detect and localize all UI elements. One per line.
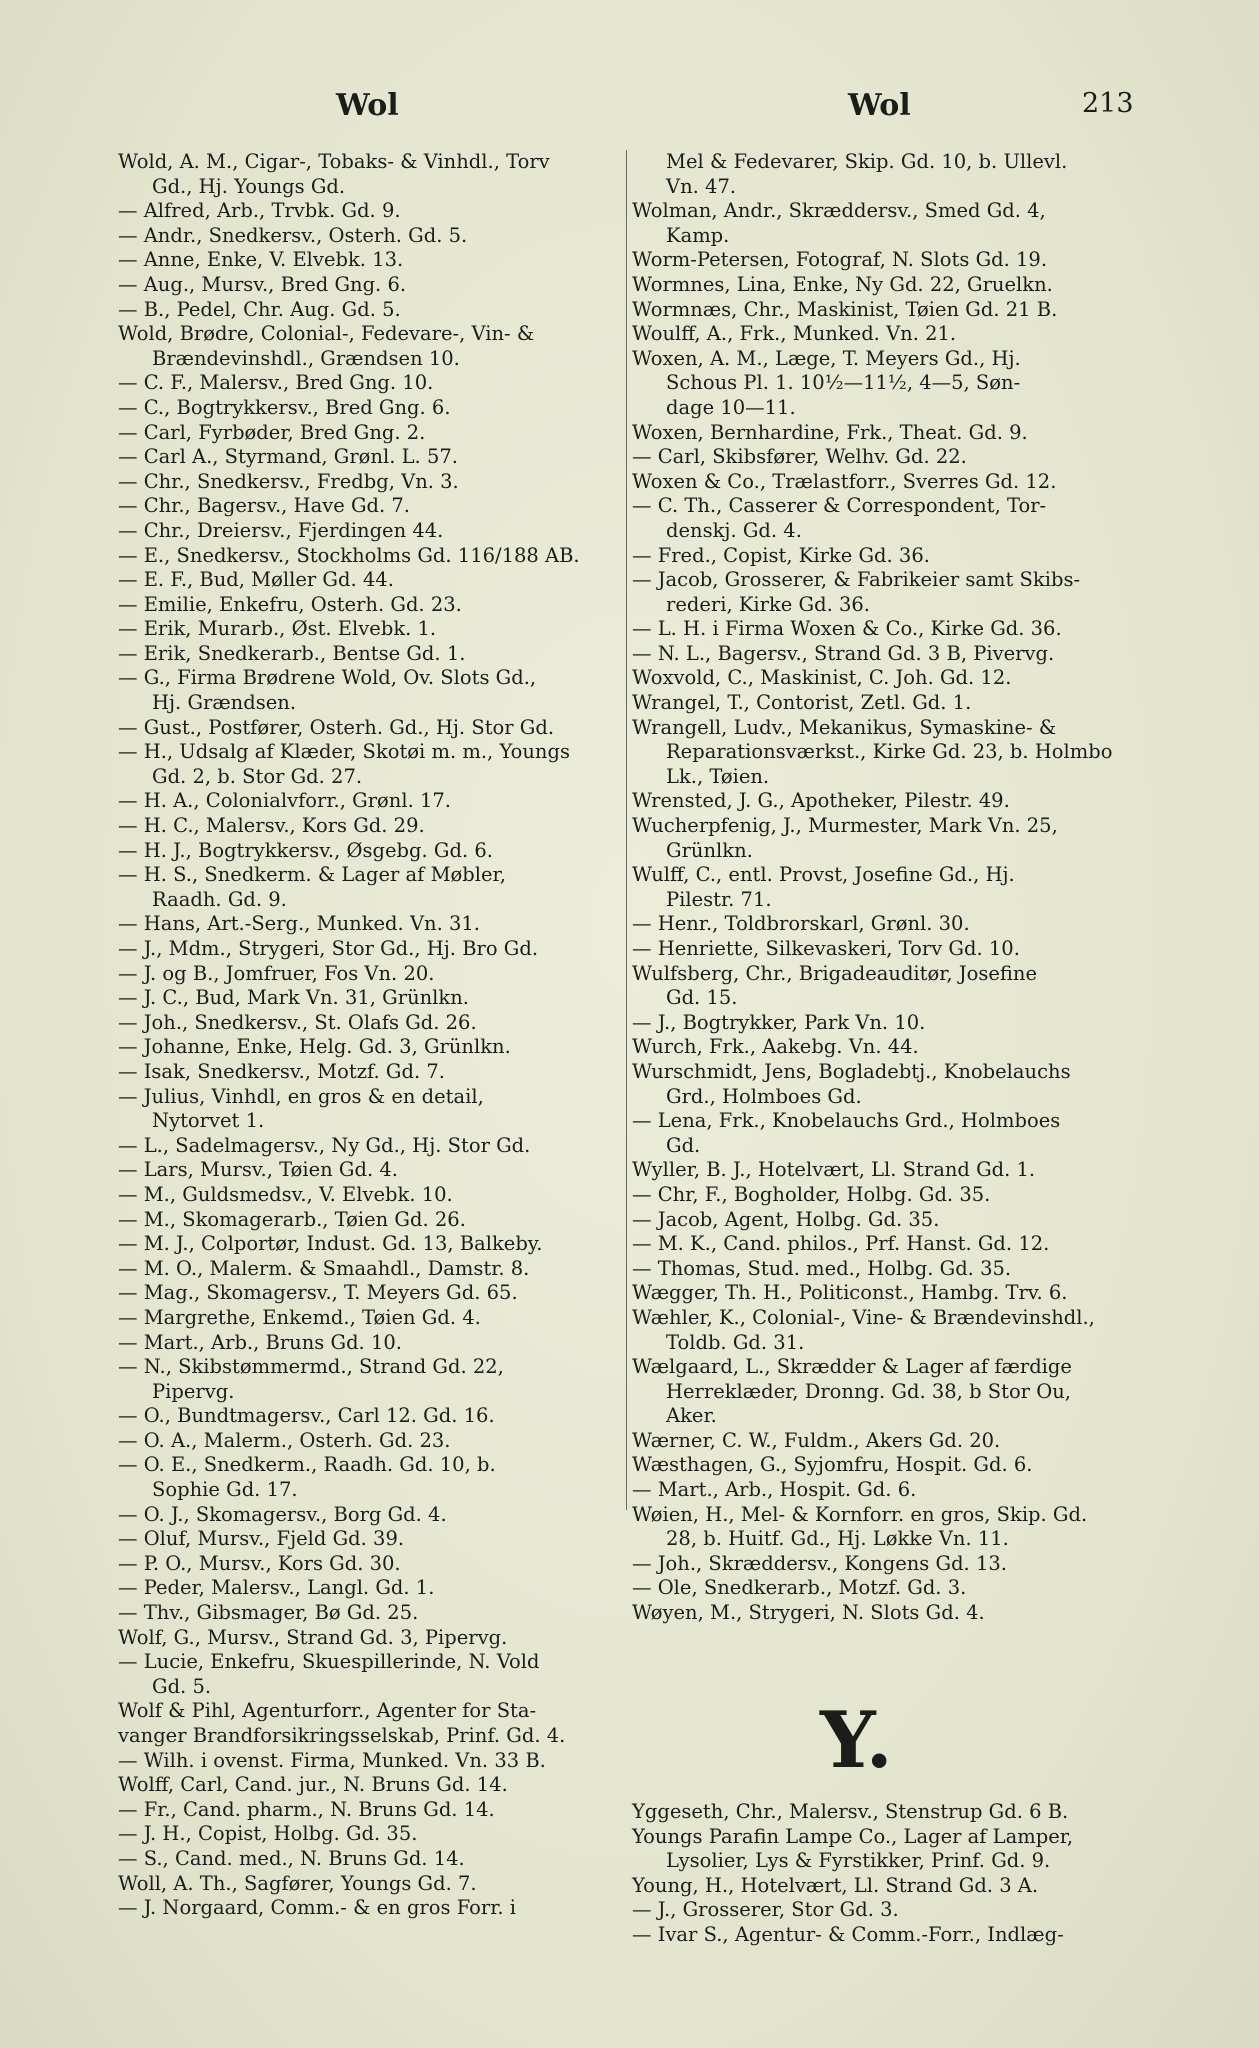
directory-entry-line: — M. O., Malerm. & Smaahdl., Damstr. 8. <box>118 1256 530 1280</box>
directory-entry-line: — Chr., Bagersv., Have Gd. 7. <box>118 494 411 518</box>
directory-entry-line: denskj. Gd. 4. <box>666 518 802 542</box>
directory-entry-line: Gd. 15. <box>666 986 738 1010</box>
directory-entry-line: — Lars, Mursv., Tøien Gd. 4. <box>118 1158 398 1182</box>
directory-entry-line: Aker. <box>666 1404 717 1428</box>
directory-entry-line: Wrensted, J. G., Apotheker, Pilestr. 49. <box>632 789 1010 813</box>
directory-entry-line: — H. C., Malersv., Kors Gd. 29. <box>118 814 425 838</box>
directory-entry-line: — P. O., Mursv., Kors Gd. 30. <box>118 1551 401 1575</box>
directory-entry-line: — H. A., Colonialvforr., Grønl. 17. <box>118 789 451 813</box>
directory-entry-line: — N. L., Bagersv., Strand Gd. 3 B, Pivervg. <box>632 641 1055 665</box>
directory-entry-line: Grd., Holmboes Gd. <box>666 1084 862 1108</box>
directory-entry-line: — Fred., Copist, Kirke Gd. 36. <box>632 543 930 567</box>
directory-entry-line: — C. Th., Casserer & Correspondent, Tor- <box>632 494 1047 518</box>
directory-entry-line: Woll, A. Th., Sagfører, Youngs Gd. 7. <box>118 1871 477 1895</box>
directory-entry-line: Toldb. Gd. 31. <box>666 1330 805 1354</box>
directory-entry-line: Wormnes, Lina, Enke, Ny Gd. 22, Gruelkn. <box>632 272 1053 296</box>
directory-entry-line: — Emilie, Enkefru, Osterh. Gd. 23. <box>118 592 462 616</box>
y-section-column <box>632 1800 1132 1948</box>
directory-entry-line: dage 10—11. <box>666 395 796 419</box>
directory-entry-line: — Joh., Skræddersv., Kongens Gd. 13. <box>632 1551 1007 1575</box>
directory-entry-line: — G., Firma Brødrene Wold, Ov. Slots Gd., <box>118 666 537 690</box>
directory-entry-line: Raadh. Gd. 9. <box>152 887 287 911</box>
directory-entry-line: — J., Grosserer, Stor Gd. 3. <box>632 1898 899 1922</box>
directory-entry-line: — H. S., Snedkerm. & Lager af Møbler, <box>118 863 506 887</box>
directory-entry-line: — M., Guldsmedsv., V. Elvebk. 10. <box>118 1182 453 1206</box>
directory-entry-line: Wyller, B. J., Hotelvært, Ll. Strand Gd. 1. <box>632 1158 1036 1182</box>
directory-entry-line: — Erik, Snedkerarb., Bentse Gd. 1. <box>118 641 466 665</box>
directory-entry-line: — J. og B., Jomfruer, Fos Vn. 20. <box>118 961 435 985</box>
directory-entry-line: — Mart., Arb., Hospit. Gd. 6. <box>632 1478 917 1502</box>
directory-entry-line: Mel & Fedevarer, Skip. Gd. 10, b. Ullevl. <box>666 150 1068 173</box>
directory-entry-line: Young, H., Hotelvært, Ll. Strand Gd. 3 A. <box>632 1873 1039 1897</box>
directory-entry-line: — Henriette, Silkevaskeri, Torv Gd. 10. <box>632 937 1020 960</box>
directory-entry-line: — J., Bogtrykker, Park Vn. 10. <box>632 1010 926 1034</box>
directory-entry-line: Pipervg. <box>152 1379 235 1403</box>
directory-entry-line: Wulfsberg, Chr., Brigadeauditør, Josefine <box>632 961 1038 985</box>
directory-entry-line: — Carl A., Styrmand, Grønl. L. 57. <box>118 445 458 469</box>
directory-entry-line: — H. J., Bogtrykkersv., Øsgebg. Gd. 6. <box>118 838 493 862</box>
directory-entry-line: — J. H., Copist, Holbg. Gd. 35. <box>118 1822 418 1846</box>
directory-entry-line: Brændevinshdl., Grændsen 10. <box>152 346 460 370</box>
directory-entry-line: Woulff, A., Frk., Munked. Vn. 21. <box>632 322 957 346</box>
directory-entry-line: — H., Udsalg af Klæder, Skotøi m. m., Youngs <box>118 740 570 764</box>
directory-entry-line: — Carl, Fyrbøder, Bred Gng. 2. <box>118 420 426 444</box>
directory-entry-line: — Isak, Snedkersv., Motzf. Gd. 7. <box>118 1059 445 1083</box>
directory-entry-line: — Mart., Arb., Bruns Gd. 10. <box>118 1330 402 1354</box>
directory-entry-line: — Ivar S., Agentur- & Comm.-Forr., Indlæg- <box>632 1922 1064 1946</box>
directory-entry-line: Pilestr. 71. <box>666 887 772 911</box>
directory-entry-line: — M. J., Colportør, Indust. Gd. 13, Balkeby. <box>118 1232 543 1256</box>
directory-entry-line: Wrangel, T., Contorist, Zetl. Gd. 1. <box>632 691 972 715</box>
directory-entry-line: — Chr., Snedkersv., Fredbg, Vn. 3. <box>118 469 459 493</box>
directory-entry-line: — Alfred, Arb., Trvbk. Gd. 9. <box>118 199 401 223</box>
directory-entry-line: — J., Mdm., Strygeri, Stor Gd., Hj. Bro Gd. <box>118 937 539 960</box>
directory-entry-line: Sophie Gd. 17. <box>152 1478 298 1502</box>
directory-entry-line: — Jacob, Grosserer, & Fabrikeier samt Skibs- <box>632 568 1081 592</box>
directory-entry-line: Wulff, C., entl. Provst, Josefine Gd., Hj. <box>632 863 1015 887</box>
directory-entry-line: Wælgaard, L., Skrædder & Lager af færdige <box>632 1355 1072 1379</box>
running-header-left: Wol <box>336 88 399 123</box>
directory-entry-line: — Wilh. i ovenst. Firma, Munked. Vn. 33 B. <box>118 1748 546 1772</box>
directory-entry-line: Woxvold, C., Maskinist, C. Joh. Gd. 12. <box>632 666 1012 690</box>
directory-entry-line: — Lena, Frk., Knobelauchs Grd., Holmboes <box>632 1109 1061 1133</box>
directory-entry-line: Gd. 5. <box>152 1674 212 1698</box>
directory-entry-line: Wolf, G., Mursv., Strand Gd. 3, Pipervg. <box>118 1625 508 1649</box>
directory-entry-line: Wurch, Frk., Aakebg. Vn. 44. <box>632 1035 919 1059</box>
directory-entry-line: Vn. 47. <box>666 174 737 198</box>
directory-entry-line: — Lucie, Enkefru, Skuespillerinde, N. Vold <box>118 1650 540 1674</box>
directory-entry-line: Herreklæder, Dronng. Gd. 38, b Stor Ou, <box>666 1379 1071 1403</box>
directory-entry-line: Gd., Hj. Youngs Gd. <box>152 174 346 198</box>
directory-entry-line: Woxen, Bernhardine, Frk., Theat. Gd. 9. <box>632 420 1028 444</box>
directory-entry-line: — S., Cand. med., N. Bruns Gd. 14. <box>118 1846 465 1870</box>
directory-entry-line: Lysolier, Lys & Fyrstikker, Prinf. Gd. 9. <box>666 1849 1051 1873</box>
directory-entry-line: rederi, Kirke Gd. 36. <box>666 592 870 616</box>
directory-entry-line: — O. A., Malerm., Osterh. Gd. 23. <box>118 1428 451 1452</box>
directory-entry-line: — Aug., Mursv., Bred Gng. 6. <box>118 272 407 296</box>
directory-entry-line: 28, b. Huitf. Gd., Hj. Løkke Vn. 11. <box>666 1527 1009 1551</box>
directory-entry-line: — Gust., Postfører, Osterh. Gd., Hj. Stor Gd. <box>118 715 555 739</box>
directory-entry-line: Lk., Tøien. <box>666 764 770 788</box>
directory-entry-line: — Jacob, Agent, Holbg. Gd. 35. <box>632 1207 940 1231</box>
directory-entry-line: Worm-Petersen, Fotograf, N. Slots Gd. 19. <box>632 248 1048 272</box>
directory-entry-line: Wøyen, M., Strygeri, N. Slots Gd. 4. <box>632 1601 985 1625</box>
directory-entry-line: — Oluf, Mursv., Fjeld Gd. 39. <box>118 1527 405 1551</box>
directory-entry-line: Wærner, C. W., Fuldm., Akers Gd. 20. <box>632 1428 1001 1452</box>
directory-entry-line: — O. E., Snedkerm., Raadh. Gd. 10, b. <box>118 1453 496 1477</box>
directory-entry-line: Nytorvet 1. <box>152 1109 265 1133</box>
directory-entry-line: — E., Snedkersv., Stockholms Gd. 116/188 AB. <box>118 543 580 567</box>
directory-entry-line: — E. F., Bud, Møller Gd. 44. <box>118 568 394 592</box>
directory-entry-line: Gd. 2, b. Stor Gd. 27. <box>152 764 363 788</box>
directory-entry-line: — M., Skomagerarb., Tøien Gd. 26. <box>118 1207 466 1231</box>
directory-entry-line: Wæsthagen, G., Syjomfru, Hospit. Gd. 6. <box>632 1453 1033 1477</box>
directory-entry-line: — Thomas, Stud. med., Holbg. Gd. 35. <box>632 1256 1012 1280</box>
directory-entry-line: — O., Bundtmagersv., Carl 12. Gd. 16. <box>118 1404 495 1428</box>
directory-entry-line: Yggeseth, Chr., Malersv., Stenstrup Gd. 6 B. <box>632 1800 1069 1823</box>
directory-entry-line: — Ole, Snedkerarb., Motzf. Gd. 3. <box>632 1576 967 1600</box>
directory-entry-line: Wurschmidt, Jens, Bogladebtj., Knobelauchs <box>632 1059 1071 1083</box>
directory-entry-line: — L. H. i Firma Woxen & Co., Kirke Gd. 36. <box>632 617 1062 641</box>
directory-entry-line: Wolf & Pihl, Agenturforr., Agenter for Sta- <box>118 1699 537 1723</box>
directory-entry-line: — Chr., Dreiersv., Fjerdingen 44. <box>118 518 444 542</box>
directory-entry-line: Reparationsværkst., Kirke Gd. 23, b. Holmbo <box>666 740 1113 764</box>
directory-entry-line: Wucherpfenig, J., Murmester, Mark Vn. 25, <box>632 814 1058 838</box>
directory-entry-line: — C., Bogtrykkersv., Bred Gng. 6. <box>118 395 451 419</box>
directory-entry-line: — B., Pedel, Chr. Aug. Gd. 5. <box>118 297 401 321</box>
page-number: 213 <box>1082 88 1134 119</box>
directory-entry-line: Gd. <box>666 1133 701 1157</box>
column-divider <box>626 150 627 1510</box>
directory-entry-line: — L., Sadelmagersv., Ny Gd., Hj. Stor Gd. <box>118 1133 531 1157</box>
directory-entry-line: Wormnæs, Chr., Maskinist, Tøien Gd. 21 B. <box>632 297 1058 321</box>
directory-entry-line: Wøien, H., Mel- & Kornforr. en gros, Skip. Gd. <box>632 1502 1088 1526</box>
directory-entry-line: — Thv., Gibsmager, Bø Gd. 25. <box>118 1601 419 1625</box>
directory-entry-line: — Margrethe, Enkemd., Tøien Gd. 4. <box>118 1305 481 1329</box>
directory-entry-line: Youngs Parafin Lampe Co., Lager af Lamper, <box>632 1824 1074 1848</box>
directory-entry-line: — M. K., Cand. philos., Prf. Hanst. Gd. 12. <box>632 1232 1050 1256</box>
section-letter-y: Y. <box>820 1695 893 1786</box>
directory-entry-line: Woxen, A. M., Læge, T. Meyers Gd., Hj. <box>632 346 1021 370</box>
directory-entry-line: Wolman, Andr., Skræddersv., Smed Gd. 4, <box>632 199 1046 223</box>
right-column <box>632 150 1132 1626</box>
directory-entry-line: — Carl, Skibsfører, Welhv. Gd. 22. <box>632 445 967 469</box>
directory-entry-line: — J. Norgaard, Comm.- & en gros Forr. i <box>118 1896 517 1920</box>
directory-entry-line: — Henr., Toldbrorskarl, Grønl. 30. <box>632 912 970 936</box>
directory-entry-line: Grünlkn. <box>666 838 753 862</box>
directory-entry-line: Woxen & Co., Trælastforr., Sverres Gd. 12. <box>632 469 1057 493</box>
directory-entry-line: — Erik, Murarb., Øst. Elvebk. 1. <box>118 617 437 641</box>
directory-entry-line: — Mag., Skomagersv., T. Meyers Gd. 65. <box>118 1281 518 1305</box>
directory-entry-line: — Johanne, Enke, Helg. Gd. 3, Grünlkn. <box>118 1035 511 1059</box>
directory-entry-line: vanger Brandforsikringsselskab, Prinf. Gd. 4. <box>118 1724 566 1747</box>
directory-entry-line: Wold, A. M., Cigar-, Tobaks- & Vinhdl., Torv <box>118 150 550 173</box>
directory-entry-line: — N., Skibstømmermd., Strand Gd. 22, <box>118 1355 504 1379</box>
directory-entry-line: — Joh., Snedkersv., St. Olafs Gd. 26. <box>118 1010 477 1034</box>
directory-entry-line: — Fr., Cand. pharm., N. Bruns Gd. 14. <box>118 1797 495 1821</box>
left-column <box>118 150 618 1921</box>
directory-entry-line: Kamp. <box>666 223 730 247</box>
directory-entry-line: — Anne, Enke, V. Elvebk. 13. <box>118 248 404 272</box>
directory-entry-line: Wolff, Carl, Cand. jur., N. Bruns Gd. 14. <box>118 1773 508 1797</box>
directory-entry-line: Wægger, Th. H., Politiconst., Hambg. Trv. 6. <box>632 1281 1068 1305</box>
directory-entry-line: Hj. Grændsen. <box>152 691 297 715</box>
directory-entry-line: — Andr., Snedkersv., Osterh. Gd. 5. <box>118 223 468 247</box>
directory-entry-line: Wrangell, Ludv., Mekanikus, Symaskine- & <box>632 715 1057 739</box>
directory-entry-line: Schous Pl. 1. 10½—11½, 4—5, Søn- <box>666 371 1021 395</box>
directory-entry-line: — O. J., Skomagersv., Borg Gd. 4. <box>118 1502 447 1526</box>
directory-entry-line: — Hans, Art.-Serg., Munked. Vn. 31. <box>118 912 480 936</box>
directory-entry-line: — Julius, Vinhdl, en gros & en detail, <box>118 1084 484 1108</box>
directory-entry-line: — J. C., Bud, Mark Vn. 31, Grünlkn. <box>118 986 469 1010</box>
directory-entry-line: — C. F., Malersv., Bred Gng. 10. <box>118 371 434 395</box>
directory-entry-line: — Chr, F., Bogholder, Holbg. Gd. 35. <box>632 1182 991 1206</box>
directory-entry-line: Wæhler, K., Colonial-, Vine- & Brændevinshdl., <box>632 1305 1095 1329</box>
directory-entry-line: — Peder, Malersv., Langl. Gd. 1. <box>118 1576 435 1600</box>
directory-entry-line: Wold, Brødre, Colonial-, Fedevare-, Vin- & <box>118 322 535 346</box>
running-header-right: Wol <box>848 88 911 123</box>
